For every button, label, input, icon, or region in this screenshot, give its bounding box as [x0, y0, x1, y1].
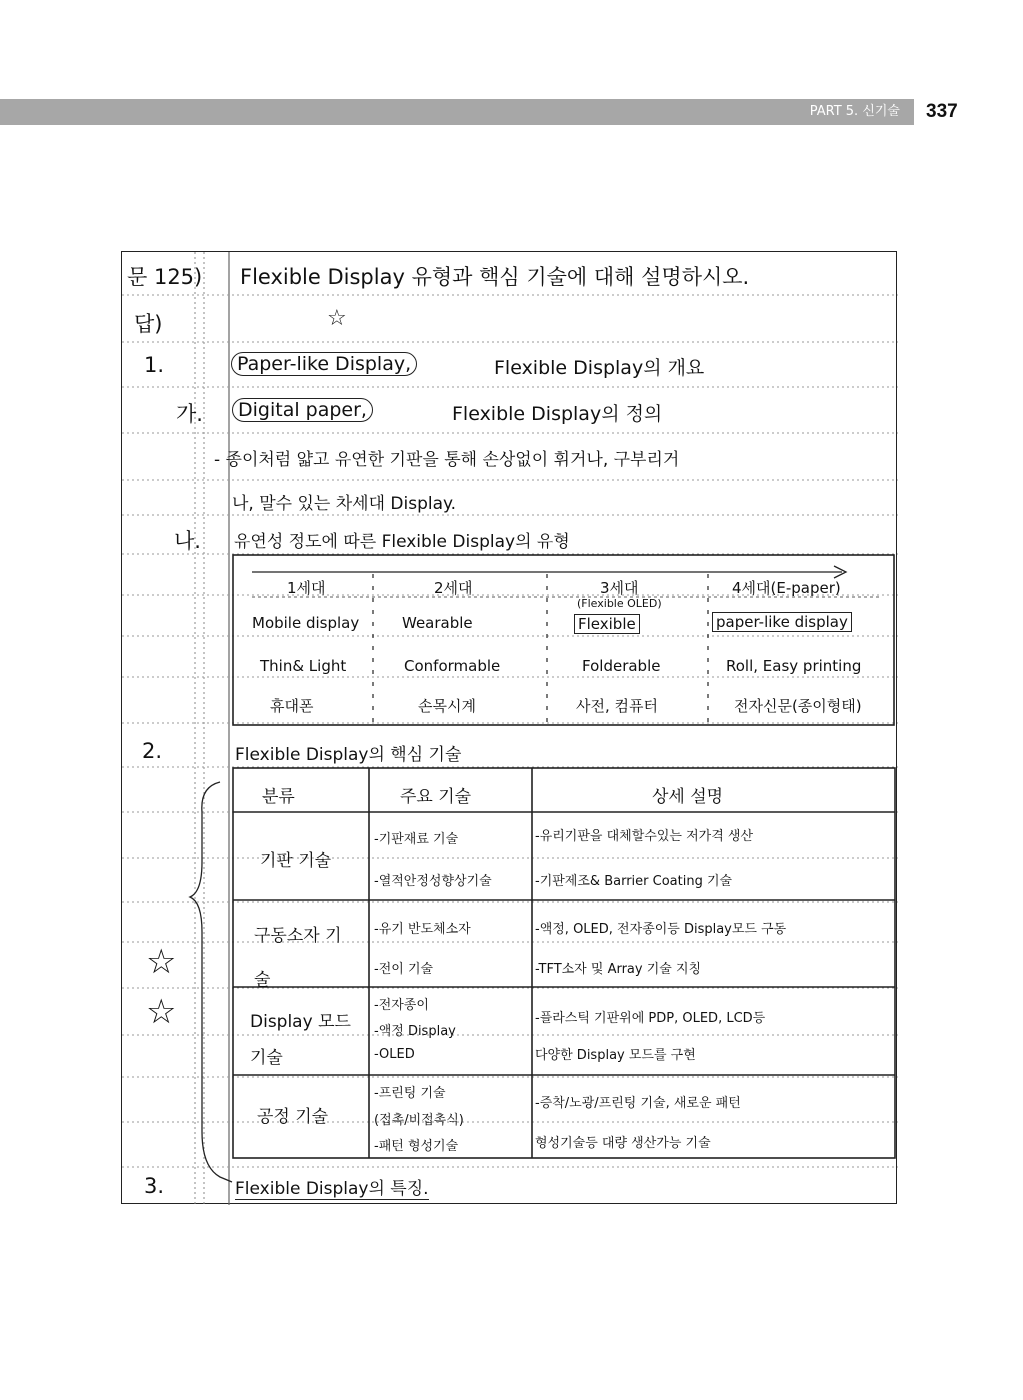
ga-title: Flexible Display의 정의	[452, 403, 663, 425]
question-text: Flexible Display 유형과 핵심 기술에 대해 설명하시오.	[240, 265, 750, 289]
section2-title: Flexible Display의 핵심 기술	[235, 745, 462, 765]
gen-row1-1: Mobile display	[252, 614, 360, 632]
gen-header-2: 2세대	[434, 579, 473, 597]
gen-row3-3: 사전, 컴퓨터	[576, 697, 658, 715]
section1-number: 1.	[144, 353, 165, 377]
part-label: PART 5. 신기술	[809, 104, 900, 119]
gen-row3-1: 휴대폰	[270, 697, 314, 715]
gen-header-3: 3세대	[600, 579, 639, 597]
core-row4-tech-2: (접촉/비접촉식)	[374, 1113, 464, 1128]
core-row3-category: Display 모드 기술	[250, 1012, 351, 1068]
core-header-tech: 주요 기술	[400, 787, 472, 807]
gen-row3-2: 손목시계	[418, 697, 476, 715]
na-number: 나.	[174, 529, 201, 553]
ga-line2: 나, 말수 있는 차세대 Display.	[232, 494, 457, 514]
brace-mark	[190, 782, 232, 1182]
gen-row1-4: paper-like display	[712, 612, 852, 632]
core-row3-tech-2: -액정 Display	[374, 1024, 456, 1039]
core-row1-tech-2: -열적안정성향상기술	[374, 874, 492, 889]
gen-row2-3: Folderable	[582, 657, 661, 675]
answer-sheet	[121, 251, 897, 1204]
gen-row1-2: Wearable	[402, 614, 473, 632]
core-row4-desc-2: 형성기술등 대량 생산가능 기술	[535, 1136, 711, 1151]
page-number: 337	[926, 101, 958, 122]
core-row3-tech-3: -OLED	[374, 1047, 415, 1062]
answer-label: 답)	[134, 312, 163, 336]
core-row4-tech-3: -패턴 형성기술	[374, 1139, 459, 1154]
gen-header-4: 4세대(E-paper)	[732, 579, 841, 597]
core-row4-tech-1: -프린팅 기술	[374, 1086, 446, 1101]
na-title: 유연성 정도에 따른 Flexible Display의 유형	[234, 532, 570, 552]
header-bar	[0, 99, 914, 125]
core-row2-tech-1: -유기 반도체소자	[374, 922, 471, 937]
core-row2-desc-1: -액정, OLED, 전자종이등 Display모드 구동	[535, 922, 787, 937]
section2-number: 2.	[142, 739, 163, 763]
core-row1-tech-1: -기판재료 기술	[374, 832, 459, 847]
core-row1-desc-2: -기판제조& Barrier Coating 기술	[535, 874, 733, 889]
gen-row2-2: Conformable	[404, 657, 501, 675]
section3-title: Flexible Display의 특징.	[235, 1174, 429, 1200]
core-row4-desc-1: -증착/노광/프린팅 기술, 새로운 패턴	[535, 1096, 741, 1111]
star-icon: ☆	[146, 992, 177, 1032]
core-row4-category: 공정 기술	[257, 1107, 329, 1127]
core-row1-category: 기판 기술	[260, 851, 332, 871]
star-icon: ☆	[327, 306, 347, 331]
core-row2-tech-2: -전이 기술	[374, 962, 434, 977]
section1-title: Flexible Display의 개요	[494, 357, 705, 379]
core-header-category: 분류	[262, 787, 295, 807]
core-row2-category: 구동소자 기술	[254, 926, 342, 990]
gen-header-1: 1세대	[287, 579, 326, 597]
core-row2-desc-2: -TFT소자 및 Array 기술 지칭	[535, 962, 702, 977]
ga-number: 가.	[176, 402, 203, 426]
sheet-grid	[122, 252, 898, 1205]
ga-line1: - 종이처럼 얇고 유연한 기판을 통해 손상없이 휘거나, 구부리거	[214, 450, 680, 470]
question-label: 문 125)	[127, 265, 203, 289]
core-row3-desc-2: 다양한 Display 모드를 구현	[535, 1048, 696, 1063]
gen-row1-3: Flexible	[574, 614, 640, 634]
gen-row2-1: Thin& Light	[260, 657, 347, 675]
section3-number: 3.	[144, 1174, 165, 1198]
gen-row3-4: 전자신문(종이형태)	[734, 697, 862, 715]
core-row3-tech-1: -전자종이	[374, 998, 429, 1013]
gen-row2-4: Roll, Easy printing	[726, 657, 862, 675]
core-header-detail: 상세 설명	[652, 787, 724, 807]
core-row3-desc-1: -플라스틱 기판위에 PDP, OLED, LCD등	[535, 1011, 766, 1026]
star-icon: ☆	[146, 942, 177, 982]
section1-circled: Paper-like Display,	[231, 352, 417, 376]
gen-flexible-note: (Flexible OLED)	[577, 597, 662, 610]
ga-circled: Digital paper,	[232, 398, 373, 422]
core-row1-desc-1: -유리기판을 대체할수있는 저가격 생산	[535, 829, 754, 844]
